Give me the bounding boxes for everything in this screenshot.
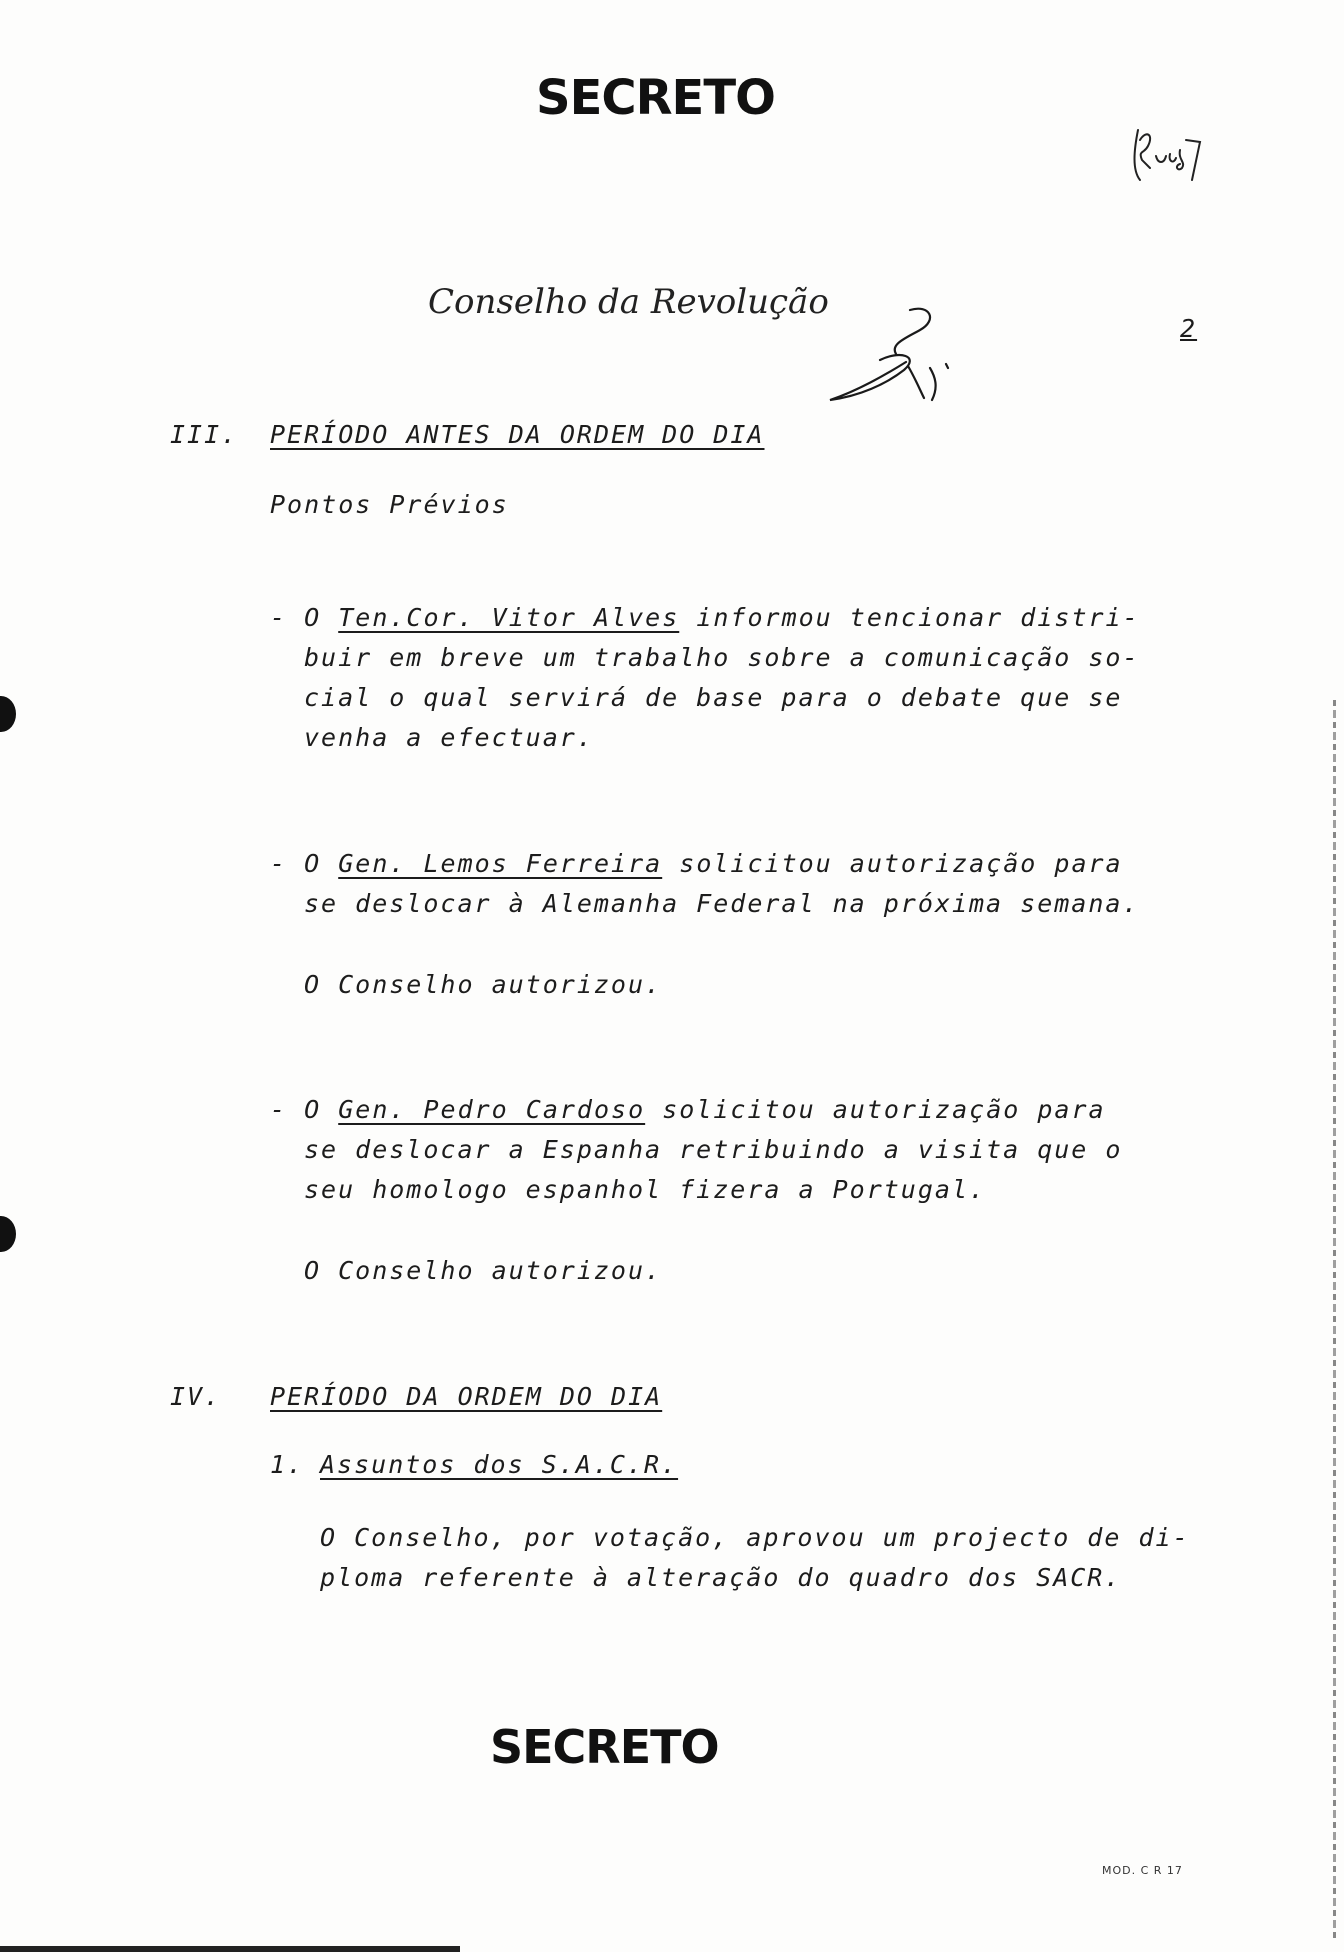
- list-dash: - O: [270, 1095, 322, 1124]
- section-iv-title: PERÍODO DA ORDEM DO DIA: [270, 1382, 663, 1411]
- scan-edge-artifact: [1333, 700, 1336, 1940]
- classification-stamp-bottom: SECRETO: [490, 1720, 719, 1774]
- subsection-title: Assuntos dos S.A.C.R.: [320, 1450, 679, 1479]
- list-dash: - O: [270, 603, 322, 632]
- list-item-line: se deslocar à Alemanha Federal na próxima semana.: [304, 889, 1140, 918]
- list-item-first-line: [270, 598, 1140, 638]
- list-item-text: solicitou autorização para: [662, 1095, 1106, 1124]
- subsection-body: [320, 1518, 1190, 1598]
- list-item-line: cial o qual servirá de base para o debate que se: [304, 683, 1123, 712]
- list-item-line: seu homologo espanhol fizera a Portugal.: [304, 1175, 987, 1204]
- punch-hole-mark: [0, 1216, 16, 1252]
- section-iv-number: IV.: [170, 1382, 222, 1411]
- list-item-first-line: [270, 844, 1140, 884]
- letterhead: Conselho da Revolução: [428, 282, 829, 322]
- list-item-vitor-alves: [270, 598, 1140, 758]
- handwritten-initials-top-right: [1130, 120, 1210, 210]
- member-name: Gen. Pedro Cardoso: [338, 1095, 646, 1124]
- list-item-text: informou tencionar distri-: [696, 603, 1140, 632]
- page-number: 2: [1180, 314, 1198, 343]
- section-iii-title: PERÍODO ANTES DA ORDEM DO DIA: [270, 420, 765, 449]
- member-name: Gen. Lemos Ferreira: [338, 849, 663, 878]
- list-item-pedro-cardoso: [270, 1090, 1122, 1210]
- list-dash: - O: [270, 849, 322, 878]
- section-iii-number: III.: [170, 420, 239, 449]
- punch-hole-mark: [0, 696, 16, 732]
- council-decision: O Conselho autorizou.: [304, 970, 663, 999]
- list-item-line: buir em breve um trabalho sobre a comunicação so-: [304, 643, 1140, 672]
- classification-stamp-top: SECRETO: [536, 70, 775, 126]
- list-item-first-line: [270, 1090, 1122, 1130]
- member-name: Ten.Cor. Vitor Alves: [338, 603, 680, 632]
- subsection-line: O Conselho, por votação, aprovou um projecto de di-: [320, 1523, 1190, 1552]
- list-item-lemos-ferreira: [270, 844, 1140, 924]
- council-decision: O Conselho autorizou.: [304, 1256, 663, 1285]
- list-item-text: solicitou autorização para: [679, 849, 1123, 878]
- list-item-line: se deslocar a Espanha retribuindo a visita que o: [304, 1135, 1123, 1164]
- list-item-line: venha a efectuar.: [304, 723, 594, 752]
- handwritten-signature: [820, 300, 980, 410]
- subsection-line: ploma referente à alteração do quadro dos SACR.: [320, 1563, 1122, 1592]
- scan-edge-artifact: [0, 1946, 460, 1952]
- section-iii-subtitle: Pontos Prévios: [270, 490, 509, 519]
- form-code: MOD. C R 17: [1102, 1864, 1183, 1877]
- subsection-number: 1.: [270, 1450, 305, 1479]
